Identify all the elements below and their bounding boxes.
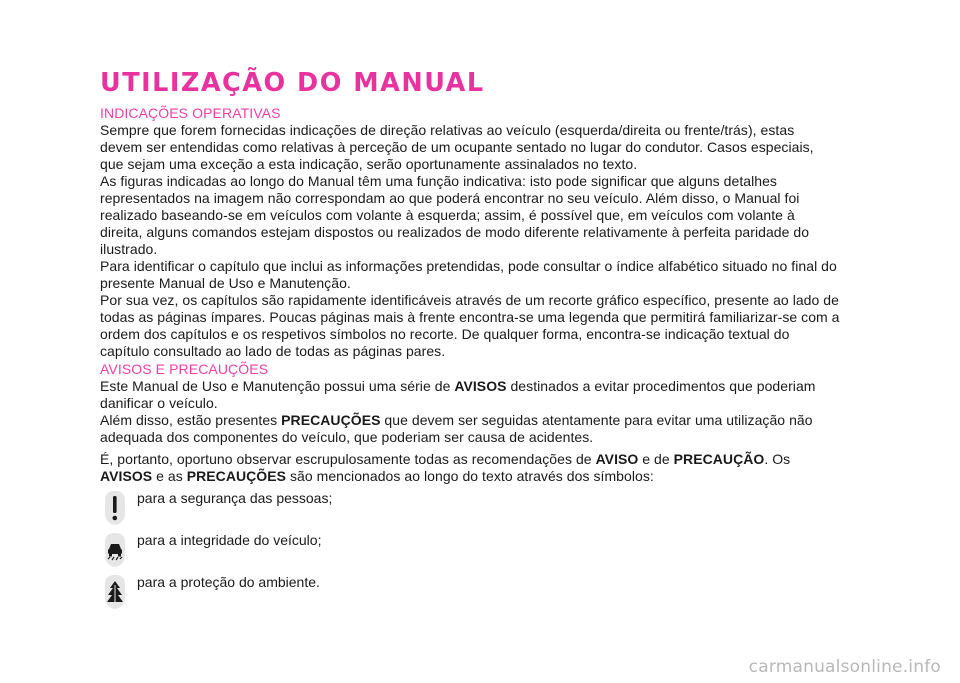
paragraph: Por sua vez, os capítulos são rapidamente identificáveis através de um recorte gráfico específico, presente ao lado de todas as páginas ímpares. Poucas páginas mais à frente encontra-se uma legenda que permitirá familiarizar-se com a ordem dos capítulos e os respetivos símbolos no recorte. De qualquer forma, encontra-se indicação textual do capítulo consultado ao lado de todas as páginas pares. [100,292,840,359]
symbol-text: para a segurança das pessoas; [137,490,333,506]
symbol-legend [100,489,840,615]
page-title: UTILIZAÇÃO DO MANUAL [100,68,485,98]
paragraph [100,451,840,485]
environment-icon [100,573,130,613]
section-heading-operative: INDICAÇÕES OPERATIVAS [100,105,281,121]
person-safety-warning-icon [100,489,130,529]
keyword-avisos: AVISOS [454,378,507,394]
keyword-aviso: AVISO [595,451,639,467]
text-span: Além disso, estão presentes [100,412,282,428]
text-span: destinados a evitar procedimentos que poderiam danificar o veículo. [100,378,816,411]
text-span: e de [638,451,674,467]
watermark: carmanualsonline.info [748,657,941,677]
text-span: É, portanto, oportuno observar escrupulosamente todas as recomendações de [100,451,596,467]
keyword-avisos: AVISOS [100,468,153,484]
paragraph [100,378,840,412]
text-span: . Os [764,451,791,467]
text-span: Este Manual de Uso e Manutenção possui uma série de [100,378,455,394]
symbol-text: para a proteção do ambiente. [137,574,320,590]
text-span: e as [152,468,187,484]
manual-page [100,66,840,615]
vehicle-integrity-icon [100,531,130,571]
paragraph [100,412,840,446]
paragraph: Para identificar o capítulo que inclui as informações pretendidas, pode consultar o índice alfabético situado no final do presente Manual de Uso e Manutenção. [100,258,837,291]
symbol-row-vehicle [100,531,840,573]
text-span: que devem ser seguidas atentamente para evitar uma utilização não adequada dos componentes do veículo, que poderiam ser causa de acidentes. [100,412,813,445]
symbol-row-environment [100,573,840,615]
paragraph: Sempre que forem fornecidas indicações de direção relativas ao veículo (esquerda/direita ou frente/trás), estas devem ser entendidas como relativas à perceção de um ocupante sentado no lugar do condutor. Casos especiais, que sejam uma exceção a esta indicação, serão oportunamente assinalados no texto. [100,122,814,172]
paragraph: As figuras indicadas ao longo do Manual têm uma função indicativa: isto pode significar que alguns detalhes representados na imagem não correspondam ao que poderá encontrar no seu veículo. Além disso, o Manual foi realizado baseando-se em veículos com volante à esquerda; assim, é possível que, em veículos com volante à direita, alguns comandos estejam dispostos ou realizados de modo diferente relativamente à perfeita paridade do ilustrado. [100,173,810,257]
keyword-precaucoes: PRECAUÇÕES [281,412,381,428]
symbol-row-safety [100,489,840,531]
symbol-text: para a integridade do veículo; [137,532,322,548]
keyword-precaucao: PRECAUÇÃO [673,451,765,467]
section-heading-warnings: AVISOS E PRECAUÇÕES [100,361,269,377]
keyword-precaucoes: PRECAUÇÕES [186,468,287,484]
text-span: são mencionados ao longo do texto através dos símbolos: [286,468,654,484]
